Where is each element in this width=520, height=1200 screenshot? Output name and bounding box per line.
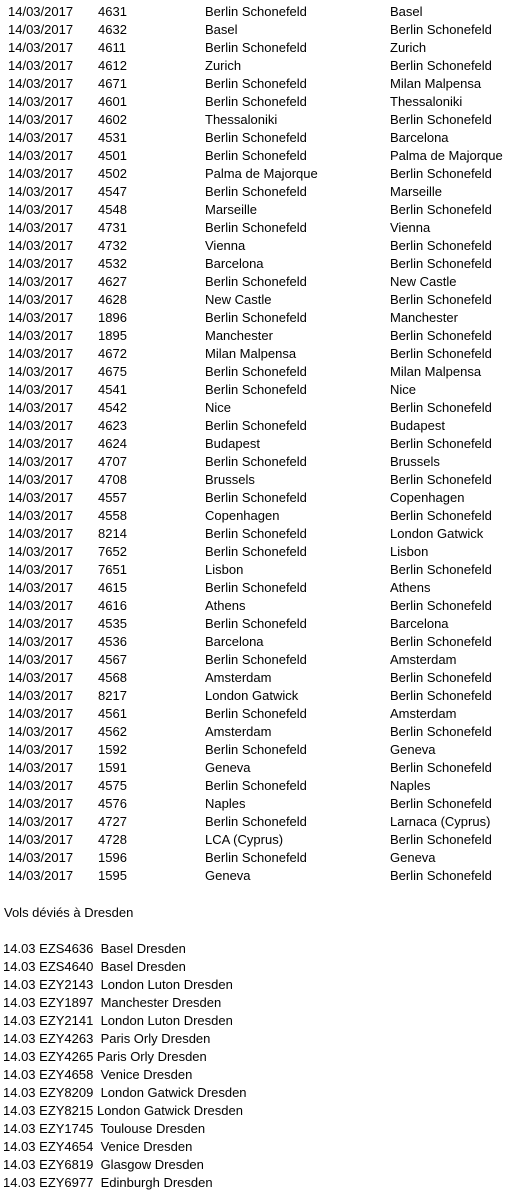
flight-origin: Berlin Schonefeld	[205, 778, 307, 793]
flight-row	[0, 345, 520, 363]
flight-row	[0, 165, 520, 183]
flight-number: 4611	[98, 40, 126, 55]
flight-row	[0, 795, 520, 813]
flight-number: 4536	[98, 634, 127, 649]
flight-destination: Berlin Schonefeld	[390, 634, 492, 649]
flight-date: 14/03/2017	[8, 418, 74, 433]
flight-row	[0, 615, 520, 633]
diverted-flight: 14.03 EZY1745 Toulouse Dresden	[3, 1121, 206, 1136]
flight-origin: Berlin Schonefeld	[205, 130, 307, 145]
flight-date: 14/03/2017	[8, 490, 74, 505]
flight-date: 14/03/2017	[8, 328, 74, 343]
flight-number: 4541	[98, 382, 127, 397]
flight-number: 4568	[98, 670, 127, 685]
flight-destination: Berlin Schonefeld	[390, 166, 492, 181]
flight-date: 14/03/2017	[8, 544, 74, 559]
flight-origin: Berlin Schonefeld	[205, 148, 307, 163]
flight-date: 14/03/2017	[8, 22, 74, 37]
flight-date: 14/03/2017	[8, 436, 74, 451]
flight-date: 14/03/2017	[8, 526, 74, 541]
flight-date: 14/03/2017	[8, 580, 74, 595]
flight-origin: Basel	[205, 22, 238, 37]
flight-number: 7652	[98, 544, 127, 559]
flight-number: 1596	[98, 850, 127, 865]
flight-row	[0, 201, 520, 219]
flight-number: 4531	[98, 130, 127, 145]
flight-origin: Berlin Schonefeld	[205, 706, 307, 721]
flight-date: 14/03/2017	[8, 796, 74, 811]
flight-number: 4732	[98, 238, 127, 253]
diverted-flight: 14.03 EZY4263 Paris Orly Dresden	[3, 1031, 211, 1046]
flight-row	[0, 525, 520, 543]
flight-number: 4616	[98, 598, 127, 613]
flight-row	[0, 867, 520, 885]
flight-row	[0, 435, 520, 453]
flight-destination: New Castle	[390, 274, 457, 289]
flight-date: 14/03/2017	[8, 562, 74, 577]
flight-destination: Manchester	[390, 310, 458, 325]
flight-number: 1591	[98, 760, 127, 775]
flight-row	[0, 57, 520, 75]
flight-number: 4602	[98, 112, 127, 127]
flight-origin: Berlin Schonefeld	[205, 616, 307, 631]
flight-date: 14/03/2017	[8, 778, 74, 793]
flight-date: 14/03/2017	[8, 292, 74, 307]
flight-origin: Berlin Schonefeld	[205, 850, 307, 865]
flight-row	[0, 237, 520, 255]
flight-origin: LCA (Cyprus)	[205, 832, 284, 847]
diverted-flight: 14.03 EZY4654 Venice Dresden	[3, 1139, 193, 1154]
flight-origin: Berlin Schonefeld	[205, 184, 307, 199]
flight-origin: Athens	[205, 598, 246, 613]
flight-number: 1595	[98, 868, 127, 883]
flight-origin: Barcelona	[205, 634, 264, 649]
flight-origin: Berlin Schonefeld	[205, 652, 307, 667]
flight-date: 14/03/2017	[8, 652, 74, 667]
flight-row	[0, 273, 520, 291]
flight-date: 14/03/2017	[8, 202, 74, 217]
flight-number: 4731	[98, 220, 127, 235]
flight-date: 14/03/2017	[8, 706, 74, 721]
flight-origin: Copenhagen	[205, 508, 280, 523]
flight-number: 4615	[98, 580, 127, 595]
flight-row	[0, 561, 520, 579]
flight-origin: Berlin Schonefeld	[205, 94, 307, 109]
flight-origin: Berlin Schonefeld	[205, 544, 307, 559]
flight-destination: Berlin Schonefeld	[390, 472, 492, 487]
flight-origin: Berlin Schonefeld	[205, 814, 307, 829]
flight-number: 4728	[98, 832, 127, 847]
flight-destination: Berlin Schonefeld	[390, 670, 492, 685]
flight-row	[0, 111, 520, 129]
flight-number: 4576	[98, 796, 127, 811]
diverted-flight: 14.03 EZY8209 London Gatwick Dresden	[3, 1085, 247, 1100]
flight-row	[0, 255, 520, 273]
flight-origin: Brussels	[205, 472, 255, 487]
flight-date: 14/03/2017	[8, 616, 74, 631]
flight-number: 4557	[98, 490, 127, 505]
flight-destination: Brussels	[390, 454, 440, 469]
flight-destination: Berlin Schonefeld	[390, 832, 492, 847]
flight-row	[0, 399, 520, 417]
flight-number: 4628	[98, 292, 127, 307]
flight-destination: Berlin Schonefeld	[390, 58, 492, 73]
flight-row	[0, 327, 520, 345]
flight-number: 7651	[98, 562, 127, 577]
flight-date: 14/03/2017	[8, 670, 74, 685]
flight-number: 4567	[98, 652, 127, 667]
flight-date: 14/03/2017	[8, 58, 74, 73]
flight-date: 14/03/2017	[8, 868, 74, 883]
flight-origin: Amsterdam	[205, 724, 272, 739]
flight-destination: Geneva	[390, 850, 436, 865]
flight-number: 4624	[98, 436, 127, 451]
flight-date: 14/03/2017	[8, 94, 74, 109]
flight-origin: Berlin Schonefeld	[205, 40, 307, 55]
flight-row	[0, 777, 520, 795]
flight-row	[0, 759, 520, 777]
flight-origin: Budapest	[205, 436, 260, 451]
flight-number: 4502	[98, 166, 127, 181]
flight-row	[0, 75, 520, 93]
flight-row	[0, 147, 520, 165]
flight-number: 1895	[98, 328, 127, 343]
flight-number: 1896	[98, 310, 127, 325]
flight-destination: Thessaloniki	[390, 94, 463, 109]
flight-destination: Budapest	[390, 418, 445, 433]
diverted-flight: 14.03 EZY6977 Edinburgh Dresden	[3, 1175, 213, 1190]
flight-row	[0, 705, 520, 723]
flight-destination: Nice	[390, 382, 417, 397]
flight-number: 4558	[98, 508, 127, 523]
flight-origin: Berlin Schonefeld	[205, 418, 307, 433]
diverted-flight: 14.03 EZS4640 Basel Dresden	[3, 959, 186, 974]
flight-number: 4562	[98, 724, 127, 739]
flight-origin: Palma de Majorque	[205, 166, 318, 181]
flight-destination: Barcelona	[390, 616, 449, 631]
flight-row	[0, 21, 520, 39]
flight-number: 4535	[98, 616, 127, 631]
flight-date: 14/03/2017	[8, 40, 74, 55]
flight-origin: Geneva	[205, 760, 251, 775]
flight-origin: Manchester	[205, 328, 273, 343]
flight-origin: Lisbon	[205, 562, 244, 577]
flight-date: 14/03/2017	[8, 598, 74, 613]
flight-date: 14/03/2017	[8, 4, 74, 19]
flight-date: 14/03/2017	[8, 310, 74, 325]
flight-destination: Berlin Schonefeld	[390, 724, 492, 739]
flight-date: 14/03/2017	[8, 454, 74, 469]
flight-date: 14/03/2017	[8, 382, 74, 397]
diverted-flight: 14.03 EZY4658 Venice Dresden	[3, 1067, 193, 1082]
flight-number: 4632	[98, 22, 127, 37]
flight-row	[0, 363, 520, 381]
flight-row	[0, 183, 520, 201]
flight-destination: Berlin Schonefeld	[390, 112, 492, 127]
flight-destination: Berlin Schonefeld	[390, 328, 492, 343]
flight-origin: Berlin Schonefeld	[205, 4, 307, 19]
flight-destination: Berlin Schonefeld	[390, 22, 492, 37]
flight-row	[0, 831, 520, 849]
flight-row	[0, 597, 520, 615]
flight-origin: Zurich	[205, 58, 242, 73]
flight-date: 14/03/2017	[8, 832, 74, 847]
flight-number: 4708	[98, 472, 127, 487]
flight-number: 8217	[98, 688, 127, 703]
flight-destination: Athens	[390, 580, 431, 595]
flight-row	[0, 291, 520, 309]
flight-row	[0, 3, 520, 21]
flight-number: 4612	[98, 58, 127, 73]
flight-origin: Berlin Schonefeld	[205, 364, 307, 379]
flight-date: 14/03/2017	[8, 742, 74, 757]
flight-number: 4532	[98, 256, 127, 271]
diverted-flight: 14.03 EZS4636 Basel Dresden	[3, 941, 186, 956]
flight-destination: Berlin Schonefeld	[390, 436, 492, 451]
flight-row	[0, 723, 520, 741]
flight-destination: Berlin Schonefeld	[390, 238, 492, 253]
flight-destination: Berlin Schonefeld	[390, 688, 492, 703]
flight-destination: Naples	[390, 778, 431, 793]
flight-row	[0, 507, 520, 525]
flight-origin: Berlin Schonefeld	[205, 490, 307, 505]
flight-origin: Barcelona	[205, 256, 264, 271]
flight-destination: Copenhagen	[390, 490, 465, 505]
flight-origin: Berlin Schonefeld	[205, 220, 307, 235]
flight-destination: Milan Malpensa	[390, 364, 482, 379]
flight-row	[0, 633, 520, 651]
flight-destination: Berlin Schonefeld	[390, 202, 492, 217]
diverted-flight: 14.03 EZY8215 London Gatwick Dresden	[3, 1103, 243, 1118]
flight-origin: Berlin Schonefeld	[205, 526, 307, 541]
flight-row	[0, 219, 520, 237]
flight-origin: Nice	[205, 400, 232, 415]
flight-number: 4675	[98, 364, 127, 379]
flight-date: 14/03/2017	[8, 112, 74, 127]
flight-destination: Lisbon	[390, 544, 429, 559]
flight-number: 8214	[98, 526, 127, 541]
flight-origin: Thessaloniki	[205, 112, 278, 127]
flight-origin: Berlin Schonefeld	[205, 580, 307, 595]
flight-row	[0, 129, 520, 147]
flight-number: 4631	[98, 4, 127, 19]
flight-date: 14/03/2017	[8, 850, 74, 865]
flight-date: 14/03/2017	[8, 220, 74, 235]
flight-number: 4727	[98, 814, 127, 829]
flight-date: 14/03/2017	[8, 130, 74, 145]
flight-destination: Basel	[390, 4, 423, 19]
flight-number: 4547	[98, 184, 127, 199]
diverted-flight: 14.03 EZY6819 Glasgow Dresden	[3, 1157, 204, 1172]
flight-date: 14/03/2017	[8, 148, 74, 163]
flight-origin: New Castle	[205, 292, 272, 307]
flight-number: 4501	[98, 148, 127, 163]
flight-destination: Amsterdam	[390, 652, 457, 667]
flight-row	[0, 543, 520, 561]
flight-destination: Berlin Schonefeld	[390, 868, 492, 883]
flight-date: 14/03/2017	[8, 184, 74, 199]
diverted-flight: 14.03 EZY2143 London Luton Dresden	[3, 977, 233, 992]
flight-destination: Larnaca (Cyprus)	[390, 814, 491, 829]
flight-row	[0, 471, 520, 489]
diverted-flight: 14.03 EZY2141 London Luton Dresden	[3, 1013, 233, 1028]
flight-destination: Milan Malpensa	[390, 76, 482, 91]
flight-date: 14/03/2017	[8, 400, 74, 415]
flight-number: 4627	[98, 274, 127, 289]
flight-destination: Vienna	[390, 220, 431, 235]
flight-destination: Geneva	[390, 742, 436, 757]
flight-destination: London Gatwick	[390, 526, 484, 541]
flight-date: 14/03/2017	[8, 814, 74, 829]
flight-origin: Berlin Schonefeld	[205, 382, 307, 397]
flight-row	[0, 813, 520, 831]
flight-row	[0, 849, 520, 867]
flight-destination: Berlin Schonefeld	[390, 508, 492, 523]
flight-origin: Berlin Schonefeld	[205, 310, 307, 325]
flight-origin: Vienna	[205, 238, 246, 253]
flight-date: 14/03/2017	[8, 688, 74, 703]
flight-number: 4623	[98, 418, 127, 433]
flight-destination: Zurich	[390, 40, 427, 55]
flight-origin: Milan Malpensa	[205, 346, 297, 361]
flight-date: 14/03/2017	[8, 724, 74, 739]
diverted-heading: Vols déviés à Dresden	[4, 905, 134, 920]
flights-table	[0, 3, 520, 885]
flight-origin: Amsterdam	[205, 670, 272, 685]
flight-row	[0, 93, 520, 111]
flight-date: 14/03/2017	[8, 472, 74, 487]
flight-destination: Berlin Schonefeld	[390, 256, 492, 271]
flight-origin: Naples	[205, 796, 246, 811]
flight-date: 14/03/2017	[8, 634, 74, 649]
flight-row	[0, 417, 520, 435]
flight-date: 14/03/2017	[8, 76, 74, 91]
flight-number: 4542	[98, 400, 127, 415]
flight-destination: Berlin Schonefeld	[390, 292, 492, 307]
flight-origin: Berlin Schonefeld	[205, 742, 307, 757]
flight-row	[0, 579, 520, 597]
flight-destination: Berlin Schonefeld	[390, 760, 492, 775]
flight-origin: Berlin Schonefeld	[205, 274, 307, 289]
flight-date: 14/03/2017	[8, 508, 74, 523]
flight-row	[0, 741, 520, 759]
flight-origin: Berlin Schonefeld	[205, 454, 307, 469]
flight-origin: Geneva	[205, 868, 251, 883]
flight-destination: Barcelona	[390, 130, 449, 145]
flight-origin: London Gatwick	[205, 688, 299, 703]
flight-row	[0, 687, 520, 705]
flight-date: 14/03/2017	[8, 256, 74, 271]
flight-row	[0, 381, 520, 399]
flight-row	[0, 309, 520, 327]
flight-row	[0, 489, 520, 507]
flight-row	[0, 39, 520, 57]
flight-destination: Palma de Majorque	[390, 148, 503, 163]
flight-row	[0, 651, 520, 669]
flight-row	[0, 453, 520, 471]
flight-destination: Berlin Schonefeld	[390, 598, 492, 613]
flight-number: 4707	[98, 454, 127, 469]
flight-origin: Berlin Schonefeld	[205, 76, 307, 91]
flight-number: 1592	[98, 742, 127, 757]
flight-destination: Amsterdam	[390, 706, 457, 721]
flight-date: 14/03/2017	[8, 274, 74, 289]
flight-destination: Berlin Schonefeld	[390, 346, 492, 361]
flight-number: 4601	[98, 94, 127, 109]
flight-number: 4561	[98, 706, 127, 721]
flight-date: 14/03/2017	[8, 238, 74, 253]
flight-destination: Berlin Schonefeld	[390, 400, 492, 415]
flight-destination: Berlin Schonefeld	[390, 562, 492, 577]
flight-destination: Berlin Schonefeld	[390, 796, 492, 811]
flight-number: 4671	[98, 76, 127, 91]
flight-date: 14/03/2017	[8, 760, 74, 775]
diverted-list	[3, 940, 247, 1192]
flight-date: 14/03/2017	[8, 166, 74, 181]
flight-date: 14/03/2017	[8, 364, 74, 379]
diverted-flight: 14.03 EZY1897 Manchester Dresden	[3, 995, 222, 1010]
diverted-flight: 14.03 EZY4265 Paris Orly Dresden	[3, 1049, 207, 1064]
flight-date: 14/03/2017	[8, 346, 74, 361]
flight-number: 4575	[98, 778, 127, 793]
flight-row	[0, 669, 520, 687]
flight-origin: Marseille	[205, 202, 258, 217]
flight-destination: Marseille	[390, 184, 443, 199]
flight-number: 4672	[98, 346, 127, 361]
flight-number: 4548	[98, 202, 127, 217]
